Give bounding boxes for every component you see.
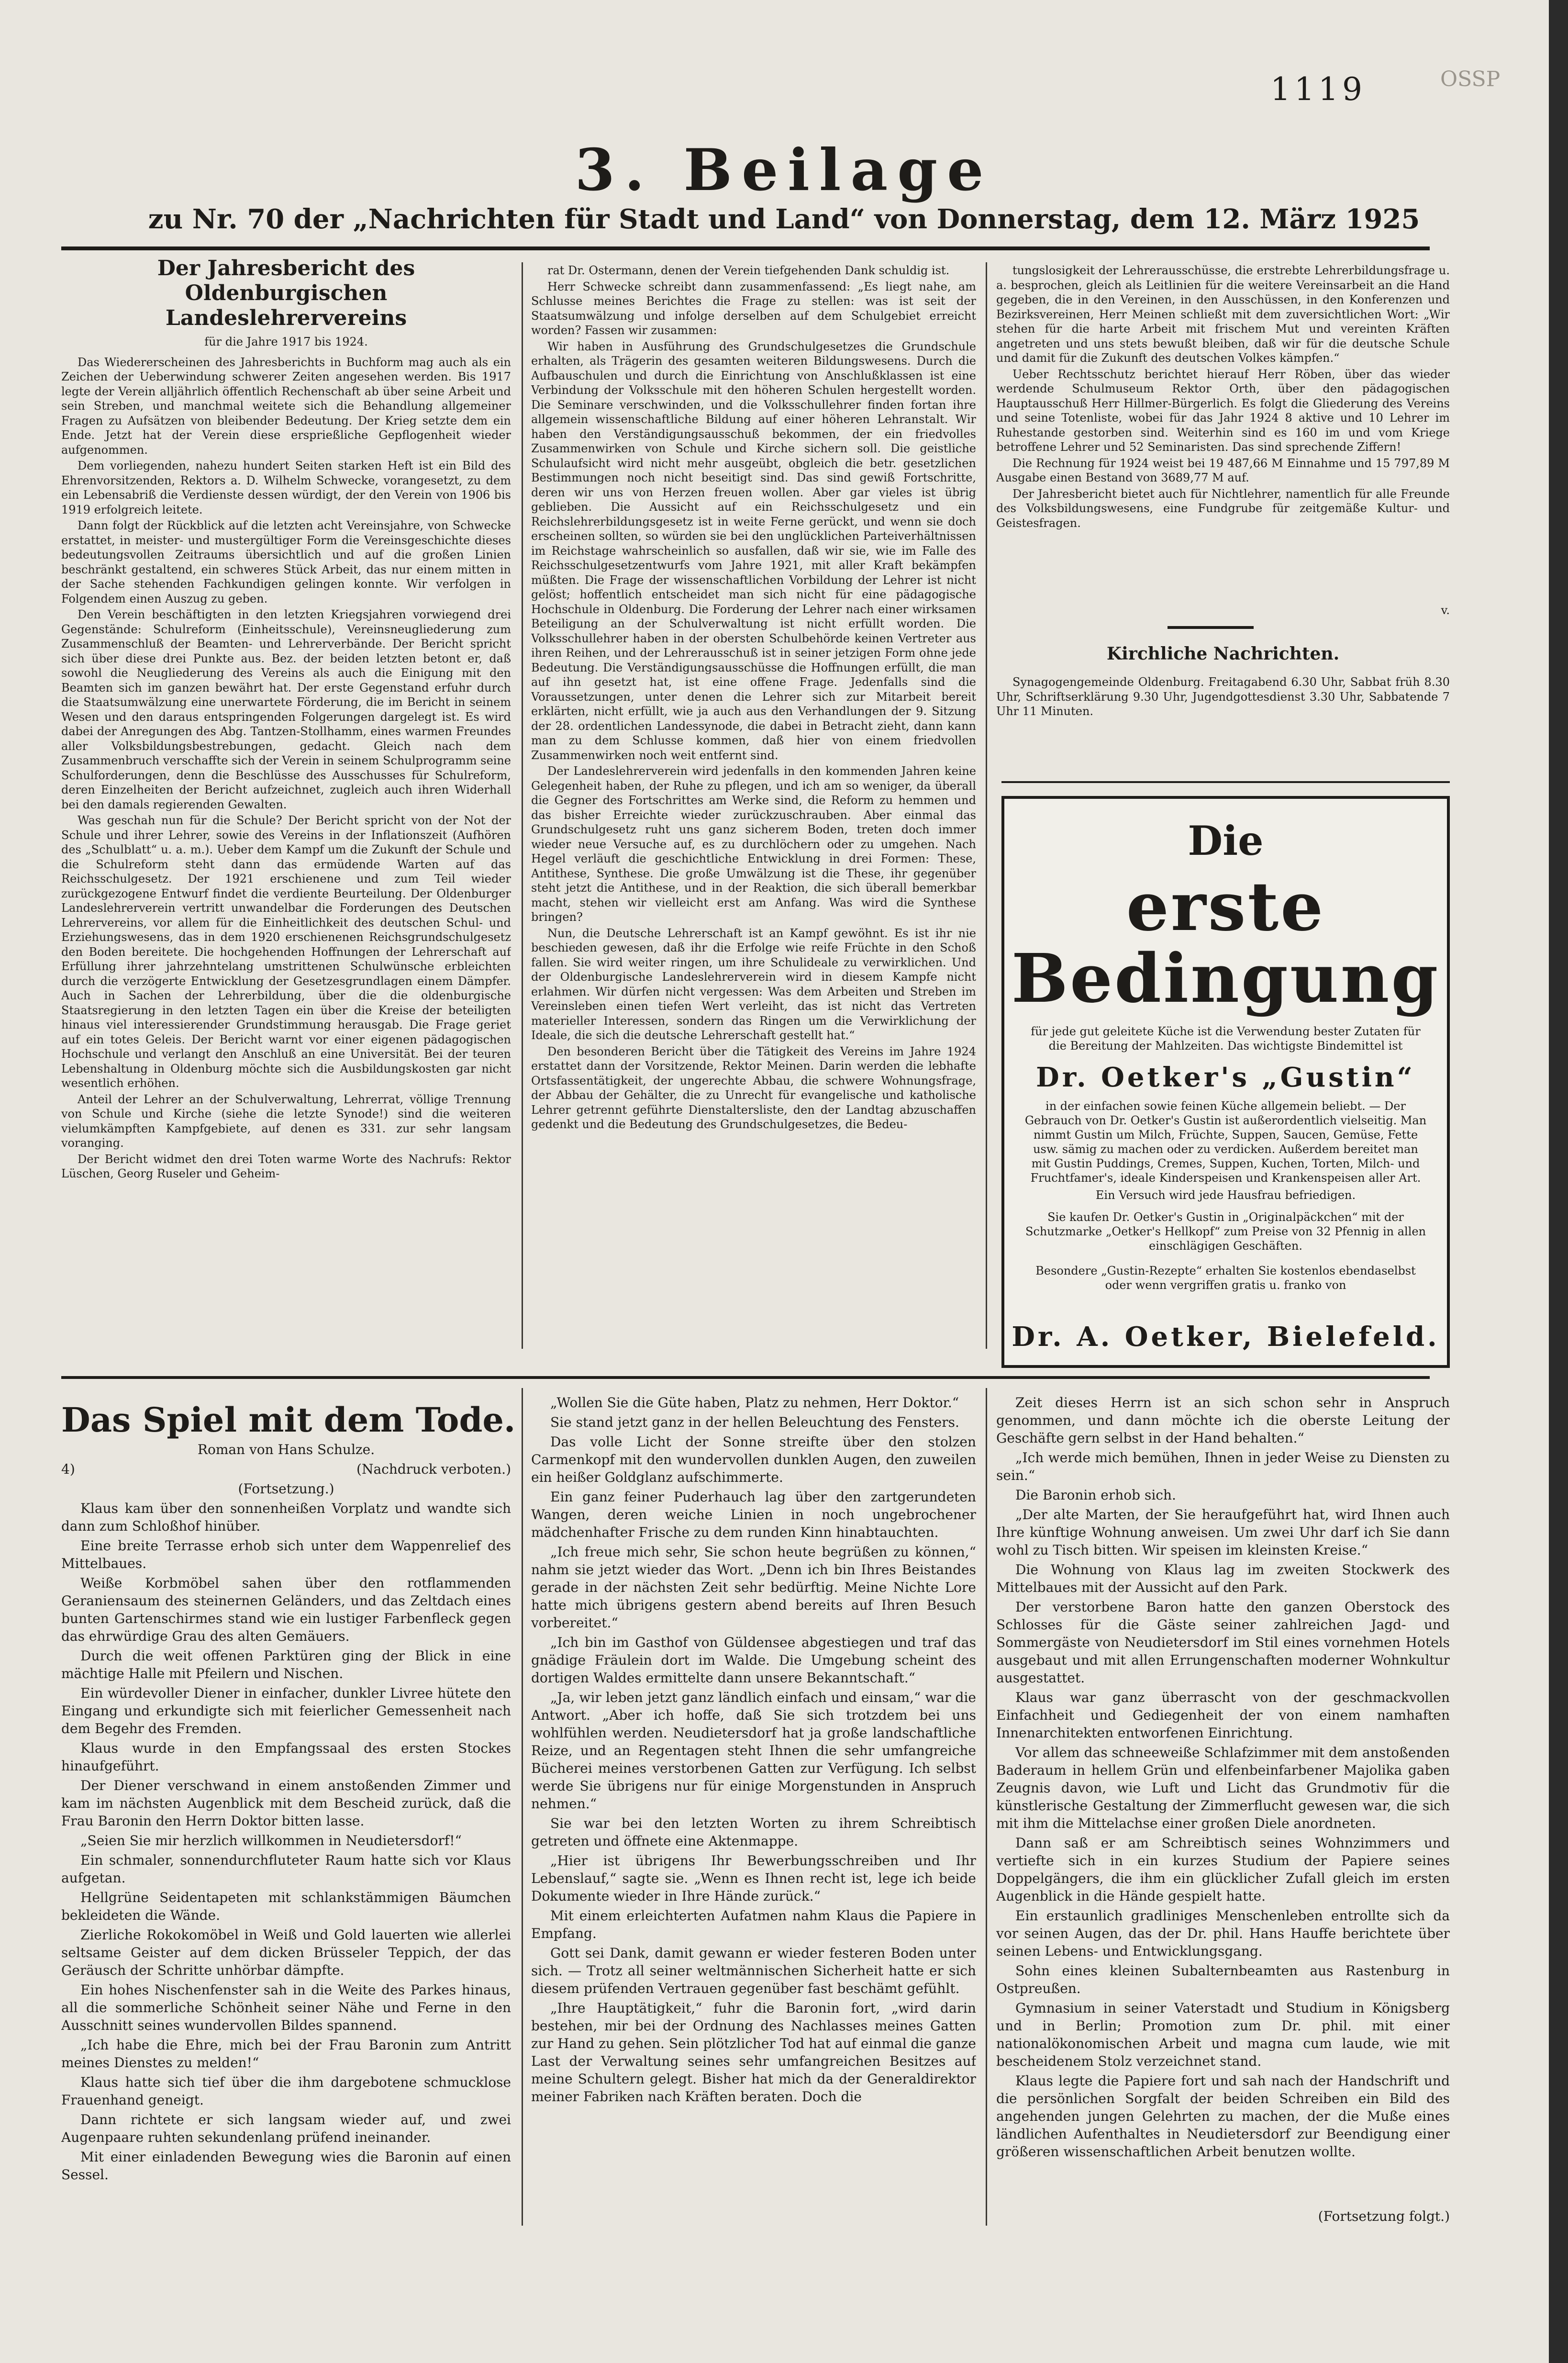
novel-paragraph: Sie stand jetzt ganz in der hellen Beleuchtung des Fensters.	[550, 1414, 959, 1430]
church-news-text-box	[996, 675, 1450, 771]
novel-paragraph: Gymnasium in seiner Vaterstadt und Studium in Königsberg und in Berlin; Promotion zum Dr. phil. mit einer nationalökonomischen Arbeit und magna cum laude, wie mit bescheidenem Stolz verzeichnet stand.	[996, 2000, 1450, 2069]
article-period: für die Jahre 1917 bis 1924.	[204, 335, 368, 348]
ad-body-3: Sie kaufen Dr. Oetker's Gustin in „Originalpäckchen“ mit der Schutzmarke „Oetker's Hellkopf“ zum Preise von 32 Pfennig in allen einschlägigen Geschäften.	[1025, 1210, 1426, 1253]
novel-paragraph: Hellgrüne Seidentapeten mit schlankstämmigen Bäumchen bekleideten die Wände.	[61, 1890, 511, 1923]
novel-paragraph: Zierliche Rokokomöbel in Weiß und Gold lauerten wie allerlei seltsame Geister auf dem dicken Brüsseler Teppich, der das Geräusch der Schritte unhörbar dämpfte.	[61, 1927, 511, 1978]
novel-paragraph: Der Diener verschwand in einem anstoßenden Zimmer und kam im nächsten Augenblick mit dem Bescheid zurück, daß die Frau Baronin den Herrn Doktor bitten lasse.	[61, 1778, 511, 1829]
novel-paragraph: „Ich freue mich sehr, Sie schon heute begrüßen zu können,“ nahm sie jetzt wieder das Wort. „Denn ich bin Ihres Beistandes gerade in der nächsten Zeit sehr bedürftig. Meine Nichte Lore hatte mich übrigens gestern abend bereits auf Ihren Besuch vorbereitet.“	[531, 1544, 976, 1631]
column-divider	[522, 1388, 523, 2226]
article-paragraph: tungslosigkeit der Lehrerausschüsse, die erstrebte Lehrerbildungsfrage u. a. besprochen, gleich als Leitlinien für die weitere Vereinsarbeit an die Hand gegeben, die in den Vereinen, in den Ausschüssen, in den Konferenzen und Bezirksvereinen, Herr Meinen schließt mit dem zuversichtlichen Wort: „Wir stehen für die harte Arbeit mit frischem Mut und vereinten Kräften angetreten und uns stets bewußt bleiben, daß wir für die deutsche Schule und damit für die Zukunft des deutschen Volkes kämpfen.“	[996, 264, 1450, 365]
column-divider	[986, 262, 987, 1349]
novel-paragraph: Ein ganz feiner Puderhauch lag über den zartgerundeten Wangen, deren weiche Linien in noch ungebrochener mädchenhafter Frische zu dem runden Kinn hinabtauchten.	[531, 1489, 976, 1540]
novel-column-2	[531, 1394, 976, 2226]
novel-paragraph: Ein hohes Nischenfenster sah in die Weite des Parkes hinaus, all die sommerliche Schönheit seiner Nähe und Ferne in den Ausschnitt seines wundervollen Bildes spannend.	[61, 1982, 511, 2033]
novel-paragraph: Durch die weit offenen Parktüren ging der Blick in eine mächtige Halle mit Pfeilern und Nischen.	[61, 1648, 511, 1681]
article-paragraph: Was geschah nun für die Schule? Der Bericht spricht von der Not der Schule und ihrer Lehrer, sowie des Vereins in der Inflationszeit (Aufhören des „Schulblatt“ u. a. m.). Ueber dem Kampf um die Zukunft der Schule und die Schulreform steht dann das ermüdende Warten auf das Reichsschulgesetz. Der 1921 erschienene und zum Teil wieder zurückgezogene Entwurf findet die verdiente Beurteilung. Der Oldenburger Landeslehrerverein vertritt unwandelbar die Forderungen des Deutschen Lehrervereins, vor allem für die Einheitlichkeit des deutschen Schul- und Erziehungswesens, das in dem 1920 erschienenen Reichsgrundschulgesetz den Boden bereitete. Die hochgehenden Hoffnungen der Lehrerschaft auf Erfüllung ihrer jahrzehntelang umstrittenen Schulwünsche erbleichten durch die verzögerte Entwicklung der Gesetzesgrundlagen einem Dämpfer. Auch in Sachen der Lehrerbildung, über die die oldenburgische Staatsregierung in den letzten Tagen ein über die Kreise der beteiligten hinaus viel interessierender Grundstimmung herausgab. Die Frage geriet auf ein totes Geleis. Der Bericht warnt vor einer eigenen pädagogischen Hochschule und verlangt den Anschluß an eine Universität. Bei der teuren Lebenshaltung in Oldenburg möchte sich die Ausbildungskosten gar nicht wesentlich erhöhen.	[61, 814, 511, 1090]
church-news-text: Synagogengemeinde Oldenburg. Freitagabend 6.30 Uhr, Sabbat früh 8.30 Uhr, Schriftserklärung 9.30 Uhr, Jugendgottesdienst 3.30 Uhr, Sabbatende 7 Uhr 11 Minuten.	[996, 675, 1450, 718]
ad-brand: Dr. Oetker's „Gustin“	[1036, 1062, 1415, 1093]
ad-signature: Dr. A. Oetker, Bielefeld.	[1012, 1321, 1440, 1353]
novel-paragraph: Sie war bei den letzten Worten zu ihrem Schreibtisch getreten und öffnete eine Aktenmappe.	[531, 1815, 976, 1849]
article-paragraph: Den besonderen Bericht über die Tätigkeit des Vereins im Jahre 1924 erstattet dann der Vorsitzende, Rektor Meinen. Darin werden die lebhafte Ortsfassentätigkeit, der ungerechte Abbau, die schwere Wohnungsfrage, der Abbau der Gehälter, die zu Unrecht für evangelische und katholische Lehrer getrennt geführte Dienstaltersliste, den der Landtag abzuschaffen gedenkt und die Bedeutung des Grundschulgesetzes, die Bedeu-	[531, 1044, 976, 1131]
oetker-advertisement	[1001, 796, 1450, 1368]
novel-paragraph: Die Wohnung von Klaus lag im zweiten Stockwerk des Mittelbaues mit der Aussicht auf den Park.	[996, 1562, 1450, 1595]
novel-paragraph: Sohn eines kleinen Subalternbeamten aus Rastenburg in Ostpreußen.	[996, 1963, 1450, 1996]
novel-paragraph: „Hier ist übrigens Ihr Bewerbungsschreiben und Ihr Lebenslauf,“ sagte sie. „Wenn es Ihnen recht ist, lege ich beide Dokumente wieder in Ihre Hände zurück.“	[531, 1853, 976, 1904]
novel-reprint-note: (Nachdruck verboten.)	[356, 1461, 511, 1477]
ad-die: Die	[1188, 817, 1264, 864]
article-column-1	[61, 256, 511, 1352]
page-number: 1119	[1270, 71, 1366, 108]
novel-paragraph: Eine breite Terrasse erhob sich unter dem Wappenrelief des Mittelbaues.	[61, 1538, 511, 1571]
novel-column-3	[996, 1394, 1450, 2207]
novel-paragraph: Mit einem erleichterten Aufatmen nahm Klaus die Papiere in Empfang.	[531, 1908, 976, 1941]
column-divider	[986, 1388, 987, 2226]
novel-continued-box	[996, 2207, 1450, 2227]
novel-paragraph: Weiße Korbmöbel sahen über den rotflammenden Geraniensaum des steinernen Geländers, und das Zeltdach eines bunten Gartenschirmes stand wie ein lustiger Farbenfleck gegen das ehrwürdige Grau des alten Gemäuers.	[61, 1575, 511, 1644]
novel-paragraph: „Ja, wir leben jetzt ganz ländlich einfach und einsam,“ war die Antwort. „Aber ich hoffe, daß Sie sich trotzdem bei uns wohlfühlen werden. Neudietersdorf hat ja große landschaftliche Reize, und an Regentagen steht Ihnen die sehr umfangreiche Bücherei meines verstorbenen Gatten zur Verfügung. Ich selbst werde Sie übrigens nur für einige Morgenstunden in Anspruch nehmen.“	[531, 1690, 976, 1812]
archive-stamp: OSSP	[1440, 67, 1501, 91]
novel-paragraph: Dann richtete er sich langsam wieder auf, und zwei Augenpaare ruhten sekundenlang prüfend ineinander.	[61, 2112, 511, 2145]
church-news-heading: Kirchliche Nachrichten.	[1106, 644, 1340, 664]
ad-body-4: Besondere „Gustin-Rezepte“ erhalten Sie kostenlos ebendaselbst oder wenn vergriffen gratis u. franko von	[1035, 1264, 1416, 1292]
novel-paragraph: „Wollen Sie die Güte haben, Platz zu nehmen, Herr Doktor.“	[550, 1395, 959, 1411]
article-column-3	[996, 263, 1450, 615]
article-paragraph: Der Landeslehrerverein wird jedenfalls in den kommenden Jahren keine Gelegenheit haben, der Ruhe zu pflegen, und ich am so weniger, da überall die Gegner des Fortschrittes am Werke sind, die Reform zu hemmen und das bisher Erreichte wieder zurückzuschrauben. Aber einmal das Grundschulgesetz ruht uns ganz sicherem Boden, treten doch immer wieder neue Versuche auf, es zu durchlöchern oder zu umgehen. Nach Hegel verläuft die geschichtliche Entwicklung in drei Formen: These, Antithese, Synthese. Die große Umwälzung ist die These, ihr gegenüber steht jetzt die Antithese, und in der Reaktion, die sich überall bemerkbar macht, stehen wir vielleicht erst am Anfang. Was wird die Synthese bringen?	[531, 764, 976, 924]
novel-paragraph: „Ich werde mich bemühen, Ihnen in jeder Weise zu Diensten zu sein.“	[996, 1450, 1450, 1483]
article-paragraph: Der Bericht widmet den drei Toten warme Worte des Nachrufs: Rektor Lüschen, Georg Ruseler und Geheim-	[61, 1152, 511, 1180]
scan-edge	[1549, 0, 1568, 2363]
novel-paragraph: Mit einer einladenden Bewegung wies die Baronin auf einen Sessel.	[61, 2149, 511, 2183]
novel-paragraph: Klaus wurde in den Empfangssaal des ersten Stockes hinaufgeführt.	[61, 1740, 511, 1774]
novel-paragraph: Ein erstaunlich gradliniges Menschenleben entrollte sich da vor seinen Augen, das der Dr. phil. Hans Hauffe berichtete über seinen Lebens- und Entwicklungsgang.	[996, 1908, 1450, 1959]
novel-paragraph: „Ich bin im Gasthof von Güldensee abgestiegen und traf das gnädige Fräulein dort im Walde. Die Umgebung scheint des dortigen Waldes ermittelte dann unsere Bekanntschaft.“	[531, 1635, 976, 1686]
novel-paragraph: Zeit dieses Herrn ist an sich schon sehr in Anspruch genommen, und dann möchte ich die oberste Leitung der Geschäfte gern selbst in der Hand behalten.“	[996, 1395, 1450, 1446]
article-paragraph: Wir haben in Ausführung des Grundschulgesetzes die Grundschule erhalten, als Trägerin des gesamten weiteren Bildungswesens. Durch die Aufbauschulen und durch die Einrichtung von Anschlußklassen ist eine Verbindung der Volksschule mit den höheren Schulen hergestellt worden. Die Seminare verschwinden, und die Volksschullehrer finden fortan ihre allgemein wissenschaftliche Bildung auf einer höheren Lehranstalt. Wir haben den Verständigungsausschuß bekommen, der ein friedvolles Zusammenwirken von Schule und Kirche sichern soll. Die geistliche Schulaufsicht wird nicht mehr ausgeübt, obgleich die betr. gesetzlichen Bestimmungen noch nicht beseitigt sind. Das sind gewiß Fortschritte, deren wir uns von Herzen freuen wollen. Aber gar vieles ist übrig geblieben. Die Aussicht auf ein Reichsschulgesetz und ein Reichslehrerbildungsgesetz ist in weite Ferne gerückt, und wenn sie doch erscheinen sollten, so würden sie bei den unglücklichen Parteiverhältnissen im Reichstage wahrscheinlich so ausfallen, daß wir sie, wie im Falle des Reichsschulgesetzentwurfs vom Jahre 1921, mit aller Kraft bekämpfen müßten. Die Frage der wissenschaftlichen Vorbildung der Lehrer ist nicht gelöst; hoffentlich entscheidet man sich nicht für eine pädagogische Hochschule in Oldenburg. Die Forderung der Lehrer nach einer wirksamen Beteiligung an der Schulverwaltung ist nicht erfüllt worden. Die Volksschullehrer haben in der obersten Schulbehörde keinen Vertreter aus ihren Reihen, und der Lehrerausschuß ist in seiner jetzigen Form ohne jede Bedeutung. Die Verständigungsausschüsse die Hoffnungen erfüllt, die man auf ihn gesetzt hat, ist eine offene Frage. Jedenfalls sind die Voraussetzungen, unter denen die Lehrer sich zur Mitarbeit bereit erklärten, nicht erfüllt, wie ja auch aus den Verhandlungen der 9. Sitzung der 28. ordentlichen Landessynode, die dabei in Betracht zieht, dann kann man zu dem Schlusse kommen, daß hier von einem friedvollen Zusammenwirken noch weit entfernt sind.	[531, 339, 976, 762]
article-headline: Der Jahresbericht des Oldenburgischen Landeslehrervereins	[157, 256, 415, 330]
ad-top-rule	[1001, 781, 1450, 783]
article-paragraph: Der Jahresbericht bietet auch für Nichtlehrer, namentlich für alle Freunde des Volksbildungswesens, eine Fundgrube für zeitgemäße Kultur- und Geistesfragen.	[996, 487, 1450, 530]
article-paragraph: Das Wiedererscheinen des Jahresberichts in Buchform mag auch als ein Zeichen der Ueberwindung schwerer Zeiten angesehen werden. Bis 1917 legte der Verein alljährlich öffentlich Rechenschaft ab über seine Arbeit und sein Streben, und manchmal weitete sich die Behandlung allgemeiner Fragen zu Aufsätzen von bleibender Bedeutung. Der Krieg setzte dem ein Ende. Jetzt hat der Verein diese ersprießliche Gepflogenheit wieder aufgenommen.	[61, 355, 511, 457]
ad-body-2: Ein Versuch wird jede Hausfrau befriedigen.	[1095, 1188, 1356, 1202]
article-paragraph: Herr Schwecke schreibt dann zusammenfassend: „Es liegt nahe, am Schlusse meines Berichtes die Frage zu stellen: was ist seit der Staatsumwälzung und infolge derselben auf dem Schulgebiet erreicht worden? Fassen wir zusammen:	[531, 280, 976, 337]
novel-paragraph: „Seien Sie mir herzlich willkommen in Neudietersdorf!“	[80, 1833, 462, 1848]
novel-column-1	[61, 1441, 511, 2226]
novel-number-line	[61, 1460, 511, 1478]
article-paragraph: rat Dr. Ostermann, denen der Verein tiefgehenden Dank schuldig ist.	[547, 264, 950, 277]
article-paragraph: Anteil der Lehrer an der Schulverwaltung, Lehrerrat, völlige Trennung von Schule und Kirche (siehe die letzte Synode!) sind die weiteren vielumkämpften Kampfgebiete, auf denen es 331. zur sehr langsam voranging.	[61, 1092, 511, 1150]
novel-continued: (Fortsetzung folgt.)	[1318, 2208, 1450, 2224]
article-paragraph: Ueber Rechtsschutz berichtet hierauf Herr Röben, über das wieder werdende Schulmuseum Rektor Orth, über den pädagogischen Hauptausschuß Herr Hillmer-Bürgerlich. Es folgt die Gliederung des Vereins und seine Totenliste, wobei für das Jahr 1924 8 aktive und 10 Lehrer im Ruhestande gestorben sind. Weiterhin sind es 160 im und vom Kriege betroffene Lehrer und 52 Seminaristen. Das sind sprechende Ziffern!	[996, 367, 1450, 454]
article-paragraph: Nun, die Deutsche Lehrerschaft ist an Kampf gewöhnt. Es ist ihr nie beschieden gewesen, daß ihr die Erfolge wie reife Früchte in den Schoß fallen. Sie wird weiter ringen, um ihre Schulideale zu verwirklichen. Und der Oldenburgische Landeslehrerverein wird in diesem Kampfe nicht erlahmen. Wir dürfen nicht vergessen: Was dem Arbeiten und Streben im Vereinsleben einen tiefen Wert verleiht, das ist nicht das Vertreten materieller Interessen, sondern das Ringen um die Verwirklichung der Ideale, die sich die deutsche Lehrerschaft gestellt hat.“	[531, 926, 976, 1042]
novel-paragraph: Gott sei Dank, damit gewann er wieder festeren Boden unter sich. — Trotz all seiner weltmännischen Sicherheit hatte er sich diesem prüfenden Vertrauen gegenüber fast beschämt gefühlt.	[531, 1945, 976, 1996]
article-paragraph: Den Verein beschäftigten in den letzten Kriegsjahren vorwiegend drei Gegenstände: Schulreform (Einheitsschule), Vereinsneugliederung zum Zusammenschluß der Beamten- und Lehrerverbände. Der Bericht spricht sich über diese drei Punkte aus. Bez. der beiden letzten betont er, daß sowohl die Neugliederung des Vereins als auch die Einigung mit den Beamten sich im ganzen bewährt hat. Der erste Gegenstand erfuhr durch die Staatsumwälzung eine unerwartete Förderung, die im Bericht in seinem Wesen und den daraus entspringenden Folgerungen dargelegt ist. Es wird dabei der Anregungen des Abg. Tantzen-Stollhamm, eines warmen Freundes aller Volksbildungsbestrebungen, gedacht. Gleich nach dem Zusammenbruch verschaffte sich der Verein in seinem Schulprogramm seine Schulforderungen, denn die Beschlüsse des Ausschusses für Schulreform, deren Einzelheiten der Bericht aufzeichnet, zugleich auch ihren Widerhall bei den damals regierenden Gewalten.	[61, 608, 511, 811]
novel-paragraph: „Ich habe die Ehre, mich bei der Frau Baronin zum Antritt meines Dienstes zu melden!“	[61, 2037, 511, 2071]
ad-intro: für jede gut geleitete Küche ist die Verwendung bester Zutaten für die Bereitung der Mahlzeiten. Das wichtigste Bindemittel ist	[1031, 1025, 1421, 1053]
novel-paragraph: Vor allem das schneeweiße Schlafzimmer mit dem anstoßenden Baderaum in hellem Grün und elfenbeinfarbener Majolika gaben Zeugnis davon, wie Luft und Licht das Grundmotiv für die künstlerische Gestaltung der Zimmerflucht gewesen war, die sich mit ihm die Mittelachse einer großen Diele anordneten.	[996, 1745, 1450, 1831]
article-column-2	[531, 263, 976, 1352]
novel-continuation: (Fortsetzung.)	[238, 1481, 334, 1497]
novel-paragraph: Dann saß er am Schreibtisch seines Wohnzimmers und vertiefte sich in ein kurzes Studium der Papiere seines Doppelgängers, die ihm ein glücklicher Zufall gleich im ersten Augenblick in die Hände gespielt hatte.	[996, 1835, 1450, 1904]
article-paragraph: Die Rechnung für 1924 weist bei 19 487,66 M Einnahme und 15 797,89 M Ausgabe einen Bestand von 3689,77 M auf.	[996, 456, 1450, 484]
novel-paragraph: Das volle Licht der Sonne streifte über den stolzen Carmenkopf mit den wundervollen dunklen Augen, den zuweilen ein heißer Goldglanz aufschimmerte.	[531, 1434, 976, 1485]
header-rule	[61, 246, 1430, 250]
novel-paragraph: „Der alte Marten, der Sie heraufgeführt hat, wird Ihnen auch Ihre künftige Wohnung anweisen. Um zwei Uhr darf ich Sie dann wohl zu Tisch bitten. Wir speisen im kleinsten Kreise.“	[996, 1507, 1450, 1558]
novel-paragraph: Klaus war ganz überrascht von der geschmackvollen Einfachheit und Gediegenheit der von einem namhaften Innenarchitekten entworfenen Einrichtung.	[996, 1690, 1450, 1741]
novel-number: 4)	[61, 1461, 75, 1477]
issue-subtitle: zu Nr. 70 der „Nachrichten für Stadt und Land“ von Donnerstag, dem 12. März 1925	[148, 203, 1420, 235]
novel-paragraph: Klaus legte die Papiere fort und sah nach der Handschrift und die persönlichen Sorgfalt der beiden Schreiben ein Bild des angehenden jungen Gelehrten zu machen, der die Muße eines ländlichen Aufenthaltes in Neudietersdorf zur Beendigung einer größeren wissenschaftlichen Arbeit benutzen wollte.	[996, 2073, 1450, 2160]
ad-body-1: in der einfachen sowie feinen Küche allgemein beliebt. — Der Gebrauch von Dr. Oetker's Gustin ist außerordentlich vielseitig. Man nimmt Gustin um Milch, Früchte, Suppen, Saucen, Gemüse, Fette usw. sämig zu machen oder zu verdicken. Außerdem bereitet man mit Gustin Puddings, Cremes, Suppen, Kuchen, Torten, Milch- und Fruchtfamer's, ideale Kinderspeisen und Krankenspeisen aller Art.	[1024, 1099, 1427, 1185]
novel-byline: Roman von Hans Schulze.	[197, 1442, 375, 1457]
novel-paragraph: Ein würdevoller Diener in einfacher, dunkler Livree hütete den Eingang und erkundigte sich mit feierlicher Gemessenheit nach dem Begehr des Fremden.	[61, 1685, 511, 1736]
novel-paragraph: Die Baronin erhob sich.	[1015, 1487, 1176, 1503]
novel-title: Das Spiel mit dem Tode.	[61, 1400, 516, 1440]
novel-paragraph: Ein schmaler, sonnendurchfluteter Raum hatte sich vor Klaus aufgetan.	[61, 1852, 511, 1886]
ad-headline: erste Bedingung	[1011, 868, 1440, 1018]
article-paragraph: Dem vorliegenden, nahezu hundert Seiten starken Heft ist ein Bild des Ehrenvorsitzenden, Rektors a. D. Wilhelm Schwecke, vorangesetzt, zu dem ein Lebensabriß die Verdienste dessen würdigt, der den Verein von 1906 bis 1919 erfolgreich leitete.	[61, 459, 511, 516]
article-signature: v.	[1441, 604, 1450, 617]
novel-paragraph: „Ihre Hauptätigkeit,“ fuhr die Baronin fort, „wird darin bestehen, mir bei der Ordnung des Nachlasses meines Gatten zur Hand zu gehen. Sein plötzlicher Tod hat auf einmal die ganze Last der Verwaltung seines sehr umfangreichen Besitzes auf meine Schultern gelegt. Bisher hat mich da der Generaldirektor meiner Fabriken nach Kräften beraten. Doch die	[531, 2000, 976, 2105]
novel-paragraph: Der verstorbene Baron hatte den ganzen Oberstock des Schlosses für die Gäste seiner zahlreichen Jagd- und Sommergäste von Neudietersdorf im Stil eines vornehmen Hotels ausgebaut und mit allen Errungenschaften moderner Wohnkultur ausgestattet.	[996, 1599, 1450, 1686]
novel-paragraph: Klaus hatte sich tief über die ihm dargebotene schmucklose Frauenhand geneigt.	[61, 2074, 511, 2108]
section-rule	[61, 1376, 1430, 1379]
column-divider	[522, 262, 523, 1349]
article-paragraph: Dann folgt der Rückblick auf die letzten acht Vereinsjahre, von Schwecke erstattet, in meister- und mustergültiger Form die Vereinsgeschichte dieses bedeutungsvollen Zeitraums übersichtlich und auf die großen Linien beschränkt gestaltend, ein schweres Stück Arbeit, das nur einem mitten in der Sache stehenden Fachkundigen gelingen konnte. Wir verfolgen in Folgendem einen Auszug zu geben.	[61, 519, 511, 605]
section-divider	[1168, 626, 1254, 629]
article-signature-box	[996, 603, 1450, 619]
supplement-title: 3. Beilage	[575, 136, 993, 204]
novel-paragraph: Klaus kam über den sonnenheißen Vorplatz und wandte sich dann zum Schloßhof hinüber.	[61, 1501, 511, 1534]
